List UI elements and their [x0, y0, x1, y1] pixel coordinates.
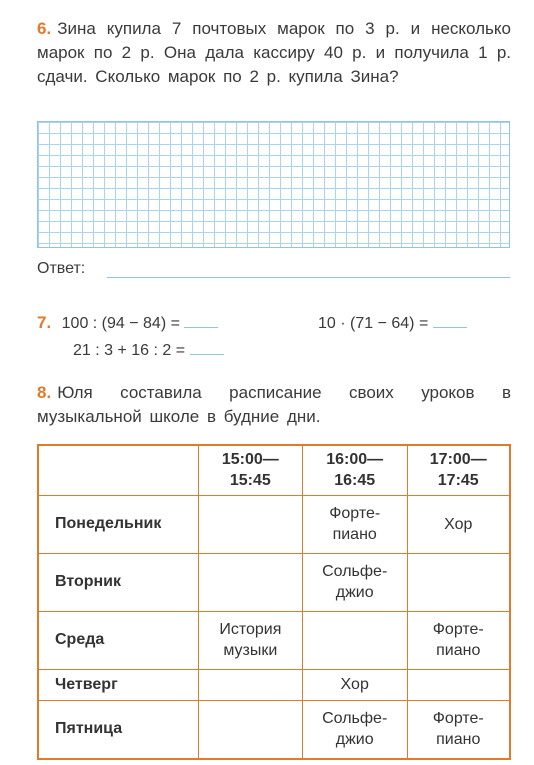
time-header: 16:00— 16:45	[302, 445, 407, 495]
task-number: 7.	[37, 313, 52, 332]
header-row	[38, 445, 510, 495]
time-header: 15:00— 15:45	[198, 445, 302, 495]
table-row	[38, 553, 510, 611]
answer-grid[interactable]	[37, 121, 510, 248]
lesson-cell: Форте- пиано	[302, 495, 407, 553]
schedule-table	[37, 444, 511, 760]
table-row	[38, 700, 510, 759]
answer-line[interactable]	[107, 277, 510, 278]
lesson-cell	[407, 553, 510, 611]
lesson-cell	[198, 700, 302, 759]
task-7-line-1	[37, 313, 218, 333]
corner-cell	[38, 445, 198, 495]
task-text: Юля составила расписание своих уроков в музыкальной школе в будние дни.	[37, 383, 511, 426]
table-row	[38, 611, 510, 669]
answer-blank-2[interactable]	[433, 313, 467, 328]
day-label: Среда	[38, 611, 198, 669]
task-number: 8.	[37, 383, 52, 402]
day-label: Четверг	[38, 669, 198, 700]
task-7-expr-2	[318, 313, 467, 333]
answer-blank-1[interactable]	[184, 313, 218, 328]
task-text: Зина купила 7 почтовых марок по 3 р. и несколько марок по 2 р. Она дала кассиру 40 р. и получила 1 р. сдачи. Сколько марок по 2 р. купила Зина?	[37, 19, 511, 86]
lesson-cell	[302, 611, 407, 669]
lesson-cell: Хор	[407, 495, 510, 553]
expression-1: 100 : (94 − 84) =	[61, 315, 180, 332]
task-8	[37, 381, 511, 429]
task-6	[37, 17, 511, 89]
lesson-cell	[407, 669, 510, 700]
lesson-cell	[198, 669, 302, 700]
expression-2: 10 · (71 − 64) =	[318, 315, 429, 332]
task-number: 6.	[37, 19, 52, 38]
day-label: Пятница	[38, 700, 198, 759]
table-row	[38, 495, 510, 553]
lesson-cell: История музыки	[198, 611, 302, 669]
time-header: 17:00— 17:45	[407, 445, 510, 495]
lesson-cell: Форте- пиано	[407, 700, 510, 759]
lesson-cell: Сольфе- джио	[302, 700, 407, 759]
lesson-cell	[198, 495, 302, 553]
day-label: Вторник	[38, 553, 198, 611]
task-7-line-2	[73, 340, 224, 360]
lesson-cell: Сольфе- джио	[302, 553, 407, 611]
lesson-cell: Хор	[302, 669, 407, 700]
expression-3: 21 : 3 + 16 : 2 =	[73, 342, 186, 359]
answer-blank-3[interactable]	[190, 340, 224, 355]
lesson-cell: Форте- пиано	[407, 611, 510, 669]
answer-label: Ответ:	[37, 260, 86, 277]
lesson-cell	[198, 553, 302, 611]
day-label: Понедельник	[38, 495, 198, 553]
table-row	[38, 669, 510, 700]
